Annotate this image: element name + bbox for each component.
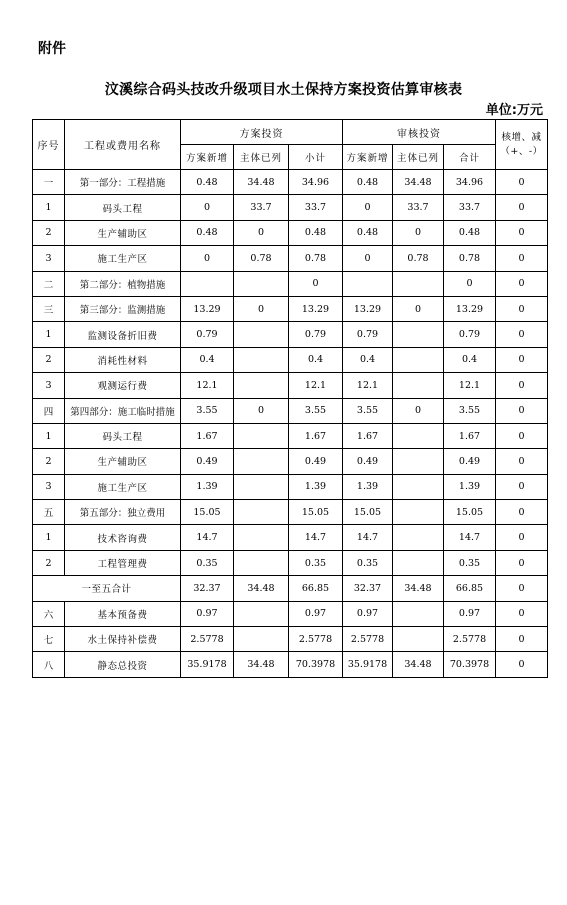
plan-new-cell: 32.37 [181,576,234,601]
row-name-cell: 第四部分：施工临时措施 [65,398,181,423]
plan-new-cell: 0.79 [181,322,234,347]
header-delta: 核增、减（+、-） [496,120,548,170]
review-total-cell: 15.05 [444,500,496,525]
review-new-cell: 2.5778 [343,627,393,652]
row-seq-cell: 1 [33,322,65,347]
row-name-cell: 监测设备折旧费 [65,322,181,347]
review-total-cell: 0.49 [444,449,496,474]
plan-subtotal-cell: 66.85 [289,576,343,601]
delta-cell: 0 [496,449,548,474]
review-total-cell: 0.79 [444,322,496,347]
review-new-cell: 35.9178 [343,652,393,677]
review-total-cell: 0.35 [444,550,496,575]
plan-subtotal-cell: 2.5778 [289,627,343,652]
row-name-cell: 一至五合计 [33,576,181,601]
row-seq-cell: 四 [33,398,65,423]
plan-existing-cell [234,373,289,398]
review-new-cell: 14.7 [343,525,393,550]
row-name-cell: 码头工程 [65,195,181,220]
table-row [33,601,548,626]
row-seq-cell: 3 [33,373,65,398]
review-total-cell: 0.78 [444,246,496,271]
review-existing-cell [393,627,444,652]
plan-new-cell: 0.48 [181,170,234,195]
row-seq-cell: 五 [33,500,65,525]
review-total-cell: 0.97 [444,601,496,626]
delta-cell: 0 [496,601,548,626]
header-review-existing: 主体已列 [393,145,444,170]
plan-existing-cell: 0 [234,398,289,423]
plan-existing-cell [234,550,289,575]
row-seq-cell: 2 [33,550,65,575]
plan-subtotal-cell: 0.78 [289,246,343,271]
table-row [33,220,548,245]
row-seq-cell: 1 [33,423,65,448]
plan-new-cell: 1.67 [181,423,234,448]
plan-subtotal-cell: 33.7 [289,195,343,220]
table-row [33,525,548,550]
row-seq-cell: 八 [33,652,65,677]
delta-cell: 0 [496,170,548,195]
review-existing-cell [393,474,444,499]
row-seq-cell: 一 [33,170,65,195]
review-new-cell: 0.79 [343,322,393,347]
plan-subtotal-cell: 0.97 [289,601,343,626]
header-review-total: 合计 [444,145,496,170]
table-row [33,652,548,677]
plan-existing-cell [234,525,289,550]
delta-cell: 0 [496,322,548,347]
plan-subtotal-cell: 0.48 [289,220,343,245]
row-seq-cell: 2 [33,347,65,372]
review-new-cell: 0.35 [343,550,393,575]
review-existing-cell: 33.7 [393,195,444,220]
plan-existing-cell: 34.48 [234,652,289,677]
table-row [33,322,548,347]
review-total-cell: 33.7 [444,195,496,220]
row-name-cell: 观测运行费 [65,373,181,398]
attachment-label: 附件 [38,41,66,57]
review-total-cell: 14.7 [444,525,496,550]
header-name: 工程或费用名称 [65,120,181,170]
review-new-cell: 32.37 [343,576,393,601]
plan-new-cell: 35.9178 [181,652,234,677]
plan-new-cell [181,271,234,296]
review-total-cell: 0.4 [444,347,496,372]
review-new-cell: 0.4 [343,347,393,372]
row-seq-cell: 1 [33,525,65,550]
row-seq-cell: 二 [33,271,65,296]
plan-subtotal-cell: 0.35 [289,550,343,575]
table-row [33,246,548,271]
row-name-cell: 静态总投资 [65,652,181,677]
table-row [33,195,548,220]
delta-cell: 0 [496,271,548,296]
review-existing-cell [393,373,444,398]
plan-new-cell: 15.05 [181,500,234,525]
review-new-cell: 1.39 [343,474,393,499]
plan-new-cell: 0.49 [181,449,234,474]
review-existing-cell [393,601,444,626]
table-row [33,500,548,525]
plan-new-cell: 14.7 [181,525,234,550]
plan-new-cell: 0.35 [181,550,234,575]
table-row [33,449,548,474]
row-name-cell: 第二部分：植物措施 [65,271,181,296]
plan-new-cell: 0.4 [181,347,234,372]
plan-existing-cell [234,500,289,525]
review-existing-cell: 0 [393,398,444,423]
review-existing-cell [393,449,444,474]
row-name-cell: 消耗性材料 [65,347,181,372]
review-existing-cell: 34.48 [393,652,444,677]
plan-subtotal-cell: 12.1 [289,373,343,398]
row-name-cell: 基本预备费 [65,601,181,626]
review-total-cell: 13.29 [444,296,496,321]
review-new-cell: 0.48 [343,220,393,245]
review-new-cell: 0 [343,246,393,271]
plan-existing-cell [234,347,289,372]
plan-subtotal-cell: 70.3978 [289,652,343,677]
delta-cell: 0 [496,652,548,677]
delta-cell: 0 [496,576,548,601]
row-name-cell: 水土保持补偿费 [65,627,181,652]
plan-subtotal-cell: 0 [289,271,343,296]
plan-existing-cell: 0.78 [234,246,289,271]
review-existing-cell [393,322,444,347]
header-plan-existing: 主体已列 [234,145,289,170]
plan-existing-cell [234,271,289,296]
review-existing-cell [393,525,444,550]
review-total-cell: 70.3978 [444,652,496,677]
table-row [33,347,548,372]
review-new-cell: 1.67 [343,423,393,448]
delta-cell: 0 [496,398,548,423]
plan-subtotal-cell: 13.29 [289,296,343,321]
plan-existing-cell [234,474,289,499]
plan-new-cell: 2.5778 [181,627,234,652]
delta-cell: 0 [496,195,548,220]
review-new-cell: 0.49 [343,449,393,474]
header-review-group: 审核投资 [343,120,496,145]
row-seq-cell: 1 [33,195,65,220]
row-name-cell: 工程管理费 [65,550,181,575]
review-total-cell: 0.48 [444,220,496,245]
row-seq-cell: 3 [33,474,65,499]
review-new-cell [343,271,393,296]
table-row [33,550,548,575]
review-new-cell: 12.1 [343,373,393,398]
delta-cell: 0 [496,246,548,271]
review-total-cell: 0 [444,271,496,296]
row-seq-cell: 三 [33,296,65,321]
table-row [33,170,548,195]
review-total-cell: 3.55 [444,398,496,423]
table-row [33,373,548,398]
plan-subtotal-cell: 15.05 [289,500,343,525]
plan-existing-cell [234,423,289,448]
review-existing-cell: 34.48 [393,170,444,195]
investment-review-table [32,119,548,678]
delta-cell: 0 [496,296,548,321]
header-plan-group: 方案投资 [181,120,343,145]
plan-subtotal-cell: 34.96 [289,170,343,195]
delta-cell: 0 [496,423,548,448]
table-row [33,271,548,296]
delta-cell: 0 [496,373,548,398]
table-row [33,627,548,652]
header-seq: 序号 [33,120,65,170]
review-existing-cell [393,550,444,575]
plan-new-cell: 1.39 [181,474,234,499]
row-name-cell: 码头工程 [65,423,181,448]
plan-existing-cell [234,601,289,626]
table-row [33,474,548,499]
row-seq-cell: 3 [33,246,65,271]
delta-cell: 0 [496,627,548,652]
review-existing-cell [393,500,444,525]
row-name-cell: 生产辅助区 [65,449,181,474]
plan-existing-cell: 33.7 [234,195,289,220]
plan-existing-cell: 0 [234,220,289,245]
plan-new-cell: 13.29 [181,296,234,321]
plan-existing-cell: 34.48 [234,170,289,195]
review-new-cell: 3.55 [343,398,393,423]
plan-subtotal-cell: 0.79 [289,322,343,347]
plan-existing-cell: 34.48 [234,576,289,601]
review-total-cell: 1.67 [444,423,496,448]
table-row [33,398,548,423]
plan-new-cell: 3.55 [181,398,234,423]
plan-existing-cell [234,449,289,474]
plan-new-cell: 0.48 [181,220,234,245]
review-new-cell: 0.48 [343,170,393,195]
review-existing-cell: 34.48 [393,576,444,601]
table-row [33,423,548,448]
row-seq-cell: 2 [33,449,65,474]
delta-cell: 0 [496,525,548,550]
plan-subtotal-cell: 1.39 [289,474,343,499]
plan-new-cell: 12.1 [181,373,234,398]
review-new-cell: 0 [343,195,393,220]
review-new-cell: 15.05 [343,500,393,525]
plan-subtotal-cell: 14.7 [289,525,343,550]
row-name-cell: 技术咨询费 [65,525,181,550]
table-body [33,170,548,678]
row-seq-cell: 六 [33,601,65,626]
plan-existing-cell [234,322,289,347]
row-name-cell: 第一部分：工程措施 [65,170,181,195]
plan-subtotal-cell: 0.4 [289,347,343,372]
review-existing-cell [393,347,444,372]
review-total-cell: 2.5778 [444,627,496,652]
delta-cell: 0 [496,500,548,525]
delta-cell: 0 [496,474,548,499]
row-seq-cell: 七 [33,627,65,652]
review-total-cell: 12.1 [444,373,496,398]
plan-subtotal-cell: 3.55 [289,398,343,423]
header-plan-subtotal: 小计 [289,145,343,170]
plan-new-cell: 0.97 [181,601,234,626]
header-plan-new: 方案新增 [181,145,234,170]
plan-existing-cell: 0 [234,296,289,321]
table-title: 汶溪综合码头技改升级项目水土保持方案投资估算审核表 [104,82,463,98]
review-existing-cell [393,423,444,448]
review-total-cell: 34.96 [444,170,496,195]
plan-new-cell: 0 [181,246,234,271]
review-existing-cell: 0 [393,220,444,245]
unit-label: 单位:万元 [485,103,543,118]
plan-subtotal-cell: 0.49 [289,449,343,474]
table-row [33,576,548,601]
row-name-cell: 施工生产区 [65,474,181,499]
table-row [33,296,548,321]
plan-new-cell: 0 [181,195,234,220]
plan-subtotal-cell: 1.67 [289,423,343,448]
row-name-cell: 施工生产区 [65,246,181,271]
review-total-cell: 1.39 [444,474,496,499]
delta-cell: 0 [496,220,548,245]
review-existing-cell: 0 [393,296,444,321]
review-new-cell: 13.29 [343,296,393,321]
plan-existing-cell [234,627,289,652]
review-total-cell: 66.85 [444,576,496,601]
review-existing-cell [393,271,444,296]
delta-cell: 0 [496,550,548,575]
row-name-cell: 第三部分：监测措施 [65,296,181,321]
row-seq-cell: 2 [33,220,65,245]
row-name-cell: 生产辅助区 [65,220,181,245]
review-new-cell: 0.97 [343,601,393,626]
delta-cell: 0 [496,347,548,372]
row-name-cell: 第五部分：独立费用 [65,500,181,525]
review-existing-cell: 0.78 [393,246,444,271]
header-review-new: 方案新增 [343,145,393,170]
